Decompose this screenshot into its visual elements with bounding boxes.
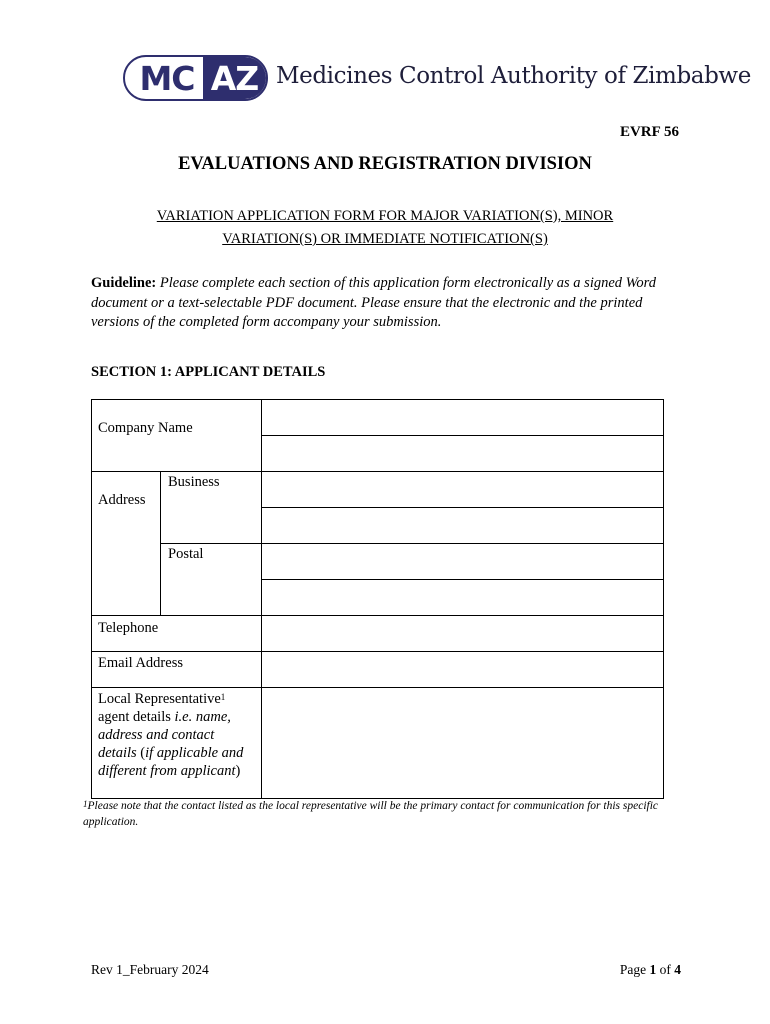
postal-address-field-1[interactable] — [262, 544, 663, 579]
guideline-text: Please complete each section of this application form electronically as a signed Word document or a text-selectable PDF document. Please ensure that the electronic and the printed versions of the completed form accompany your submission. — [91, 275, 657, 330]
business-label: Business — [168, 474, 220, 490]
page-word: Page — [619, 962, 650, 977]
table-border-left — [91, 399, 92, 799]
company-name-field-2[interactable] — [262, 436, 663, 471]
rep-line2a: agent details — [98, 709, 175, 725]
form-title — [120, 205, 650, 251]
page-number — [620, 962, 681, 978]
local-representative-field[interactable] — [262, 688, 663, 798]
business-address-field-1[interactable] — [262, 472, 663, 507]
postal-address-field-2[interactable] — [262, 580, 663, 615]
table-border-right — [663, 399, 664, 799]
revision-label: Rev 1_February 2024 — [91, 962, 209, 977]
telephone-label: Telephone — [98, 620, 159, 636]
rep-line5b: ) — [235, 763, 241, 779]
division-title: EVALUATIONS AND REGISTRATION DIVISION — [178, 154, 592, 174]
local-representative-label — [98, 690, 260, 780]
email-label: Email Address — [98, 655, 183, 671]
rep-line4b: ( — [136, 745, 146, 761]
rep-line2b: i.e. name, — [174, 709, 231, 725]
form-title-line2: VARIATION(S) OR IMMEDIATE NOTIFICATION(S) — [222, 231, 548, 247]
footnote — [83, 799, 693, 830]
organization-name: Medicines Control Authority of Zimbabwe — [276, 63, 751, 89]
company-name-label: Company Name — [98, 420, 193, 436]
footnote-marker: 1 — [83, 799, 88, 809]
telephone-field[interactable] — [262, 616, 663, 651]
rep-line4a: details — [98, 745, 137, 761]
logo-mc-text: MC — [139, 58, 195, 98]
rep-footnote-marker: 1 — [220, 692, 226, 702]
business-address-field-2[interactable] — [262, 508, 663, 543]
section-title: SECTION 1: APPLICANT DETAILS — [91, 364, 326, 380]
rep-line3: address and contact — [98, 727, 215, 743]
postal-label: Postal — [168, 546, 204, 562]
mcaz-logo — [123, 55, 268, 101]
page-total: 4 — [674, 962, 681, 977]
footnote-text: Please note that the contact listed as the local representative will be the primary contact for communication for this specific application. — [83, 800, 659, 828]
address-label: Address — [98, 492, 146, 508]
guideline-label: Guideline: — [91, 275, 157, 291]
logo-az-text: AZ — [203, 57, 266, 99]
company-name-field-1[interactable] — [262, 400, 663, 435]
email-field[interactable] — [262, 652, 663, 687]
page-current: 1 — [649, 962, 657, 977]
of-word: of — [656, 962, 675, 977]
rep-line1: Local Representative — [98, 691, 221, 707]
rep-line5a: different from applicant — [98, 763, 236, 779]
form-code: EVRF 56 — [619, 124, 679, 140]
guideline — [91, 274, 691, 333]
rep-line4c: if applicable and — [145, 745, 244, 761]
form-title-line1: VARIATION APPLICATION FORM FOR MAJOR VARIATION(S), MINOR — [156, 208, 614, 224]
